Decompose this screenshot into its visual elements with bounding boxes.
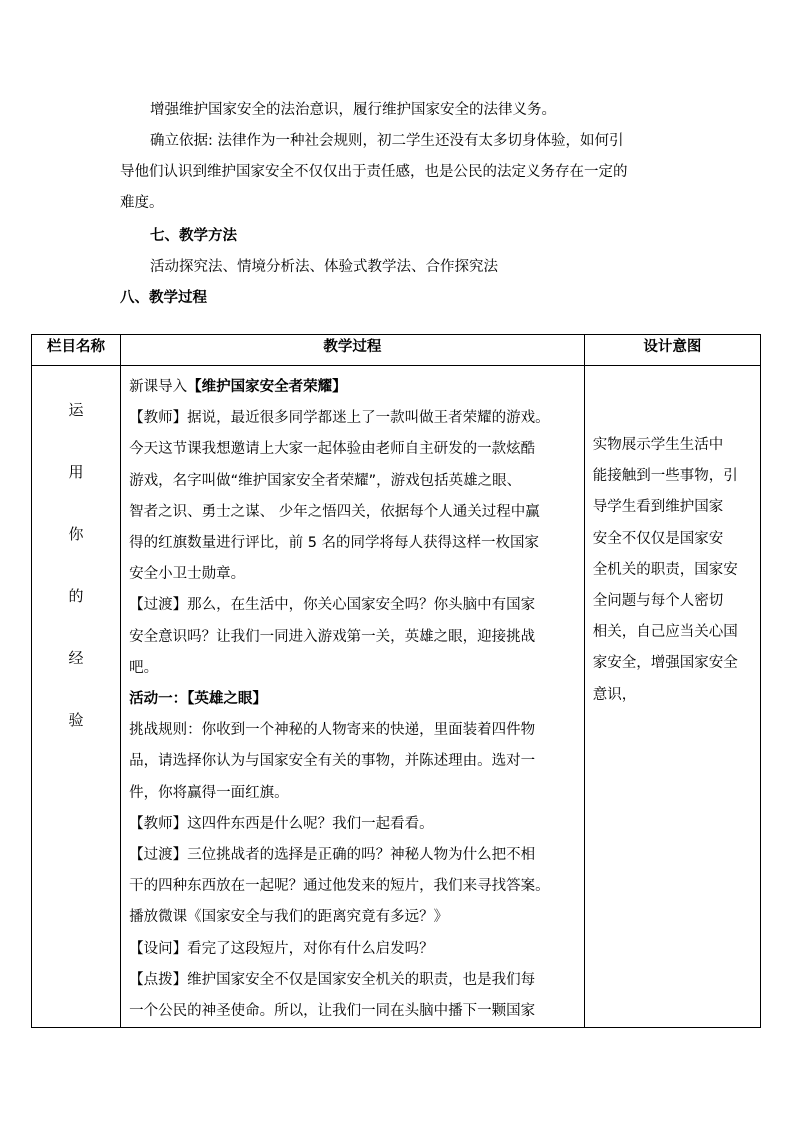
process-line: 今天这节课我想邀请上大家一起体验由老师自主研发的一款炫酷	[129, 441, 536, 458]
process-line: 【过渡】三位挑战者的选择是正确的吗？神秘人物为什么把不相	[129, 847, 536, 864]
intro-line-1: 增强维护国家安全的法治意识，履行维护国家安全的法律义务。	[150, 102, 556, 118]
intro-line-3: 导他们认识到维护国家安全不仅仅出于责任感，也是公民的法定义务存在一定的	[120, 164, 628, 180]
design-line: 全机关的职责，国家安	[592, 561, 738, 578]
column-name-char: 验	[68, 711, 84, 729]
column-name-char: 运	[68, 401, 84, 419]
column-name-char: 经	[68, 649, 84, 667]
activity-title: 活动一：【英雄之眼】	[129, 691, 267, 708]
process-line: 【教师】据说，最近很多同学都迷上了一款叫做王者荣耀的游戏。	[129, 410, 550, 427]
header-teaching-process: 教学过程	[121, 335, 585, 366]
process-line: 挑战规则：你收到一个神秘的人物寄来的快递，里面装着四件物	[129, 722, 536, 739]
process-line: 吧。	[129, 659, 159, 676]
process-line: 安全意识吗？让我们一同进入游戏第一关，英雄之眼，迎接挑战	[129, 628, 536, 645]
design-line: 意识，	[592, 686, 637, 703]
section-8-title: 八、教学过程	[120, 290, 207, 306]
process-line: 一个公民的神圣使命。所以，让我们一同在头脑中播下一颗国家	[129, 1003, 536, 1020]
process-line: 【设问】看完了这段短片，对你有什么启发吗？	[129, 940, 434, 957]
column-name-char: 的	[68, 587, 84, 605]
header-design-intent: 设计意图	[584, 335, 760, 366]
design-line: 实物展示学生生活中	[592, 437, 724, 453]
process-line: 【教师】这四件东西是什么呢？我们一起看看。	[129, 815, 434, 832]
process-line	[129, 372, 580, 403]
design-line: 全问题与每个人密切	[592, 593, 724, 610]
section-7-text: 活动探究法、情境分析法、体验式教学法、合作探究法	[150, 259, 498, 275]
process-line: 干的四种东西放在一起呢？通过他发来的短片，我们来寻找答案。	[129, 878, 550, 895]
process-line: 【过渡】那么，在生活中，你关心国家安全吗？你头脑中有国家	[129, 597, 536, 614]
process-line: 品，请选择你认为与国家安全有关的事物，并陈述理由。选对一	[129, 753, 536, 770]
teaching-process-table	[31, 334, 761, 1028]
column-name-cell	[32, 366, 121, 1028]
design-line: 安全不仅仅是国家安	[592, 530, 724, 547]
process-line: 游戏，名字叫做“维护国家安全者荣耀”，游戏包括英雄之眼、	[129, 472, 522, 489]
design-intent-cell	[584, 366, 760, 1028]
design-line: 导学生看到维护国家	[592, 499, 724, 516]
column-name-char: 用	[68, 463, 84, 481]
design-line: 家安全，增强国家安全	[592, 655, 738, 672]
column-name-char: 你	[68, 525, 84, 543]
design-line: 能接触到一些事物，引	[592, 468, 738, 485]
design-line: 相关，自己应当关心国	[592, 624, 738, 641]
process-line: 安全小卫士勋章。	[129, 566, 246, 583]
process-line: 件，你将赢得一面红旗。	[129, 784, 289, 801]
intro-line-4: 难度。	[120, 195, 164, 211]
intro-line-2: 确立依据: 法律作为一种社会规则，初二学生还没有太多切身体验，如何引	[150, 133, 624, 149]
process-line: 智者之识、勇士之谋、 少年之悟四关，依据每个人通关过程中赢	[129, 503, 540, 520]
process-line-text: 新课导入【维护国家安全者荣耀】	[129, 379, 347, 395]
header-column-name: 栏目名称	[32, 335, 121, 366]
section-7-title: 七、教学方法	[150, 228, 237, 244]
process-line: 得的红旗数量进行评比，前 5 名的同学将每人获得这样一枚国家	[129, 535, 540, 552]
process-line: 【点拨】维护国家安全不仅是国家安全机关的职责，也是我们每	[129, 971, 536, 988]
process-cell	[121, 366, 585, 1028]
process-line: 播放微课《国家安全与我们的距离究竟有多远？》	[129, 909, 449, 926]
